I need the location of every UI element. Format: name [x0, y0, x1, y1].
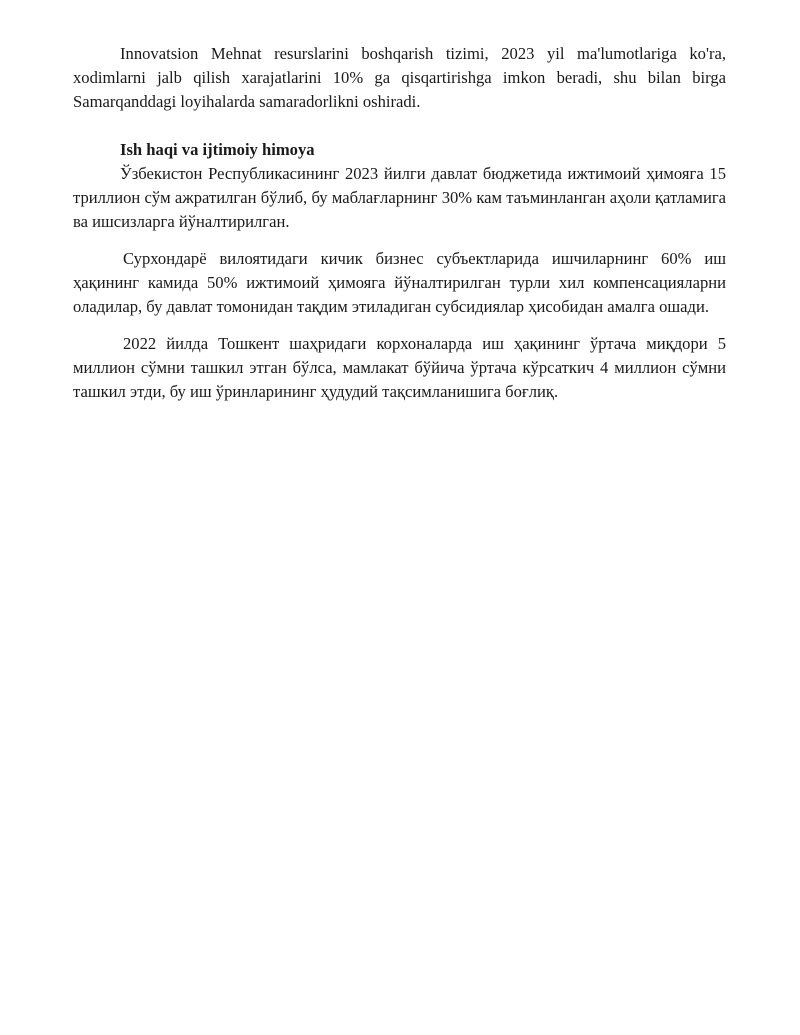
- paragraph-innovation: Innovatsion Mehnat resurslarini boshqarish tizimi, 2023 yil ma'lumotlariga ko'ra, xodimlarni jalb qilish xarajatlarini 10% ga qisqartirishga imkon beradi, shu bilan birga Samarqanddagi loyihalarda samaradorlikni oshiradi.: [73, 44, 726, 111]
- document-body: [73, 42, 726, 404]
- section-heading: Ish haqi va ijtimoiy himoya: [120, 140, 315, 159]
- paragraph-state-budget: Ўзбекистон Республикасининг 2023 йилги давлат бюджетида ижтимоий ҳимояга 15 триллион сўм ажратилган бўлиб, бу маблағларнинг 30% кам таъминланган аҳоли қатламига ва ишсизларга йўналтирилган.: [73, 164, 726, 231]
- paragraph-tashkent-wages: 2022 йилда Тошкент шаҳридаги корхоналарда иш ҳақининг ўртача миқдори 5 миллион сўмни ташкил этган бўлса, мамлакат бўйича ўртача кўрсаткич 4 миллион сўмни ташкил этди, бу иш ўринларининг ҳудудий тақсимланишига боғлиқ.: [73, 334, 726, 401]
- paragraph-surkhandarya: Сурхондарё вилоятидаги кичик бизнес субъектларида ишчиларнинг 60% иш ҳақининг камида 50% ижтимоий ҳимояга йўналтирилган турли хил компенсацияларни оладилар, бу давлат томонидан тақдим этиладиган субсидиялар ҳисобидан амалга ошади.: [73, 249, 726, 316]
